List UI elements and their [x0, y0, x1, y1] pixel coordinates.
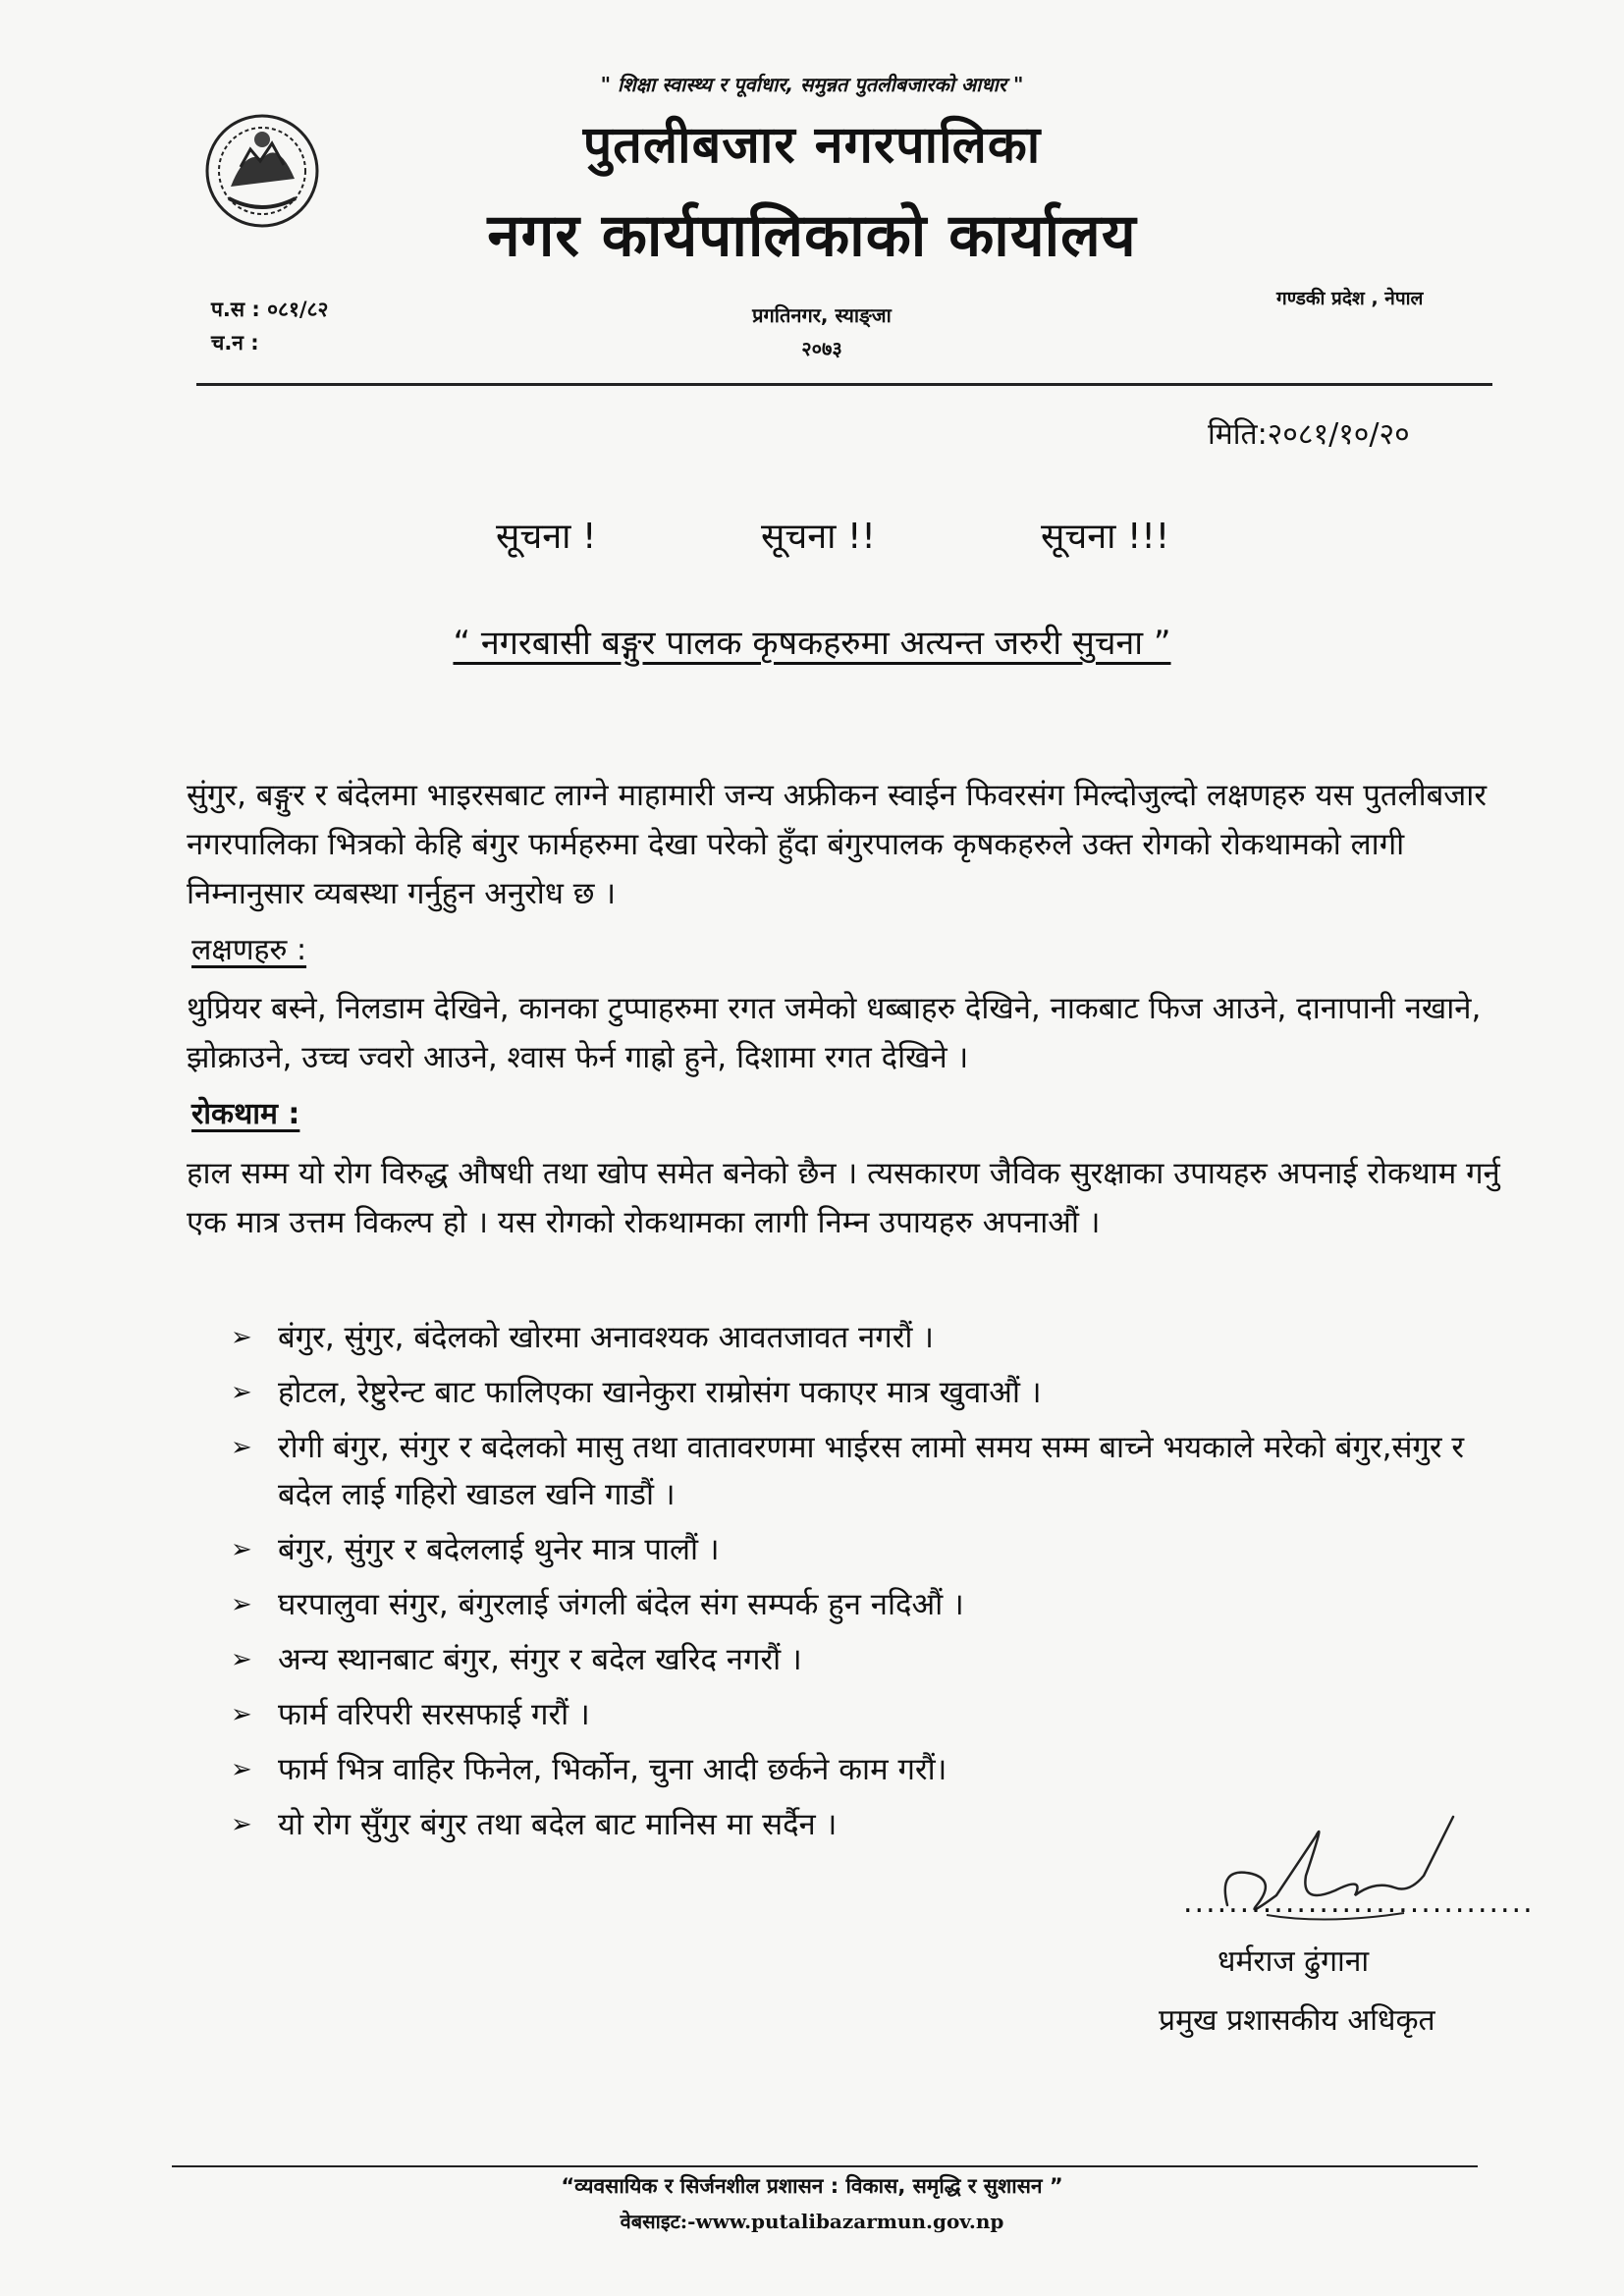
signatory-name: धर्मराज ढुंगाना [1218, 1944, 1370, 1979]
handwritten-signature [1208, 1797, 1473, 1944]
intro-paragraph: सुंगुर, बङ्गुर र बंदेलमा भाइरसबाट लाग्ने माहामारी जन्य अफ्रीकन स्वाईन फिवरसंग मिल्दोजुल्दो लक्षणहरु यस पुतलीबजार नगरपालिका भित्रको केहि बंगुर फार्महरुमा देखा परेको हुँदा बंगुरपालक कृषकहरुले उक्त रोगको रोकथामको लागी निम्नानुसार व्यबस्था गर्नुहुन अनुरोध छ । [187, 778, 1488, 911]
arrow-bullet-icon: ➢ [231, 1700, 252, 1729]
arrow-bullet-icon: ➢ [231, 1590, 252, 1619]
arrow-bullet-icon: ➢ [231, 1755, 252, 1784]
list-item: ➢ रोगी बंगुर, संगुर र बदेलको मासु तथा वातावरणमा भाईरस लामो समय सम्म बाच्ने भयकाले मरेको बंगुर,संगुर र बदेल लाई गहिरो खाडल खनि गाडौं । [231, 1424, 1497, 1518]
arrow-bullet-icon: ➢ [231, 1810, 252, 1839]
list-item: ➢ होटल, रेष्टुरेन्ट बाट फालिएका खानेकुरा राम्रोसंग पकाएर मात्र खुवाऔं । [231, 1369, 1497, 1416]
prevention-intro: हाल सम्म यो रोग विरुद्ध औषधी तथा खोप समेत बनेको छैन । त्यसकारण जैविक सुरक्षाका उपायहरु अपनाई रोकथाम गर्नु एक मात्र उत्तम विकल्प हो । यस रोगको रोकथामका लागी निम्न उपायहरु अपनाऔं । [187, 1156, 1500, 1240]
symptoms-paragraph: थुप्रियर बस्ने, निलडाम देखिने, कानका टुप्पाहरुमा रगत जमेको धब्बाहरु देखिने, नाकबाट फिज आउने, दानापानी नखाने, झोक्राउने, उच्च ज्वरो आउने, श्वास फेर्न गाह्रो हुने, दिशामा रगत देखिने । [187, 991, 1482, 1075]
symptoms-heading: लक्षणहरु : [191, 933, 307, 967]
established-year: २०७३ [801, 337, 842, 360]
municipality-name: पुतलीबजार नगरपालिका [582, 116, 1042, 175]
office-address: प्रगतिनगर, स्याङ्जा [752, 303, 892, 327]
list-item: ➢ यो रोग सुँगुर बंगुर तथा बदेल बाट मानिस मा सर्दैन । [231, 1801, 1497, 1848]
notice-subject: “ नगरबासी बङ्गुर पालक कृषकहरुमा अत्यन्त जरुरी सुचना ” [453, 624, 1171, 663]
header-motto: " शिक्षा स्वास्थ्य र पूर्वाधार, समुन्नत पुतलीबजारको आधार " [600, 73, 1024, 96]
arrow-bullet-icon: ➢ [231, 1535, 252, 1564]
list-item: ➢ अन्य स्थानबाट बंगुर, संगुर र बदेल खरिद नगरौं । [231, 1636, 1497, 1683]
list-item: ➢ फार्म वरिपरी सरसफाई गरौं । [231, 1691, 1497, 1738]
list-item: ➢ बंगुर, सुंगुर र बदेललाई थुनेर मात्र पालौं । [231, 1526, 1497, 1573]
prevention-heading: रोकथाम : [191, 1097, 300, 1131]
reference-number: प.स : ०८१/८२ [211, 298, 329, 321]
signatory-title: प्रमुख प्रशासकीय अधिकृत [1159, 2003, 1435, 2038]
province-label: गण्डकी प्रदेश , नेपाल [1276, 288, 1424, 309]
list-item: ➢ बंगुर, सुंगुर, बंदेलको खोरमा अनावश्यक आवतजावत नगरौं । [231, 1314, 1497, 1361]
office-name: नगर कार्यपालिकाको कार्यालय [487, 201, 1137, 270]
list-item: ➢ घरपालुवा संगुर, बंगुरलाई जंगली बंदेल संग सम्पर्क हुन नदिऔं । [231, 1581, 1497, 1628]
arrow-bullet-icon: ➢ [231, 1323, 252, 1352]
header-divider [196, 383, 1492, 386]
signature-line: ............................... [1183, 1886, 1535, 1920]
dispatch-number: च.न : [211, 331, 259, 355]
notice-word-2: सूचना !! [761, 517, 876, 557]
prevention-measures-list [231, 1314, 1497, 1856]
footer-divider [172, 2165, 1478, 2167]
footer-motto: “व्यवसायिक र सिर्जनशील प्रशासन : विकास, समृद्धि र सुशासन ” [561, 2174, 1063, 2198]
arrow-bullet-icon: ➢ [231, 1378, 252, 1407]
list-item: ➢ फार्म भित्र वाहिर फिनेल, भिर्कोन, चुना आदी छर्कने काम गरौं। [231, 1746, 1497, 1793]
website-link[interactable]: वेबसाइट:-www.putalibazarmun.gov.np [620, 2210, 1004, 2233]
notice-word-3: सूचना !!! [1041, 517, 1170, 557]
notice-word-1: सूचना ! [496, 517, 597, 557]
arrow-bullet-icon: ➢ [231, 1433, 252, 1462]
notice-date: मिति:२०८१/१०/२० [1208, 417, 1410, 452]
arrow-bullet-icon: ➢ [231, 1645, 252, 1674]
